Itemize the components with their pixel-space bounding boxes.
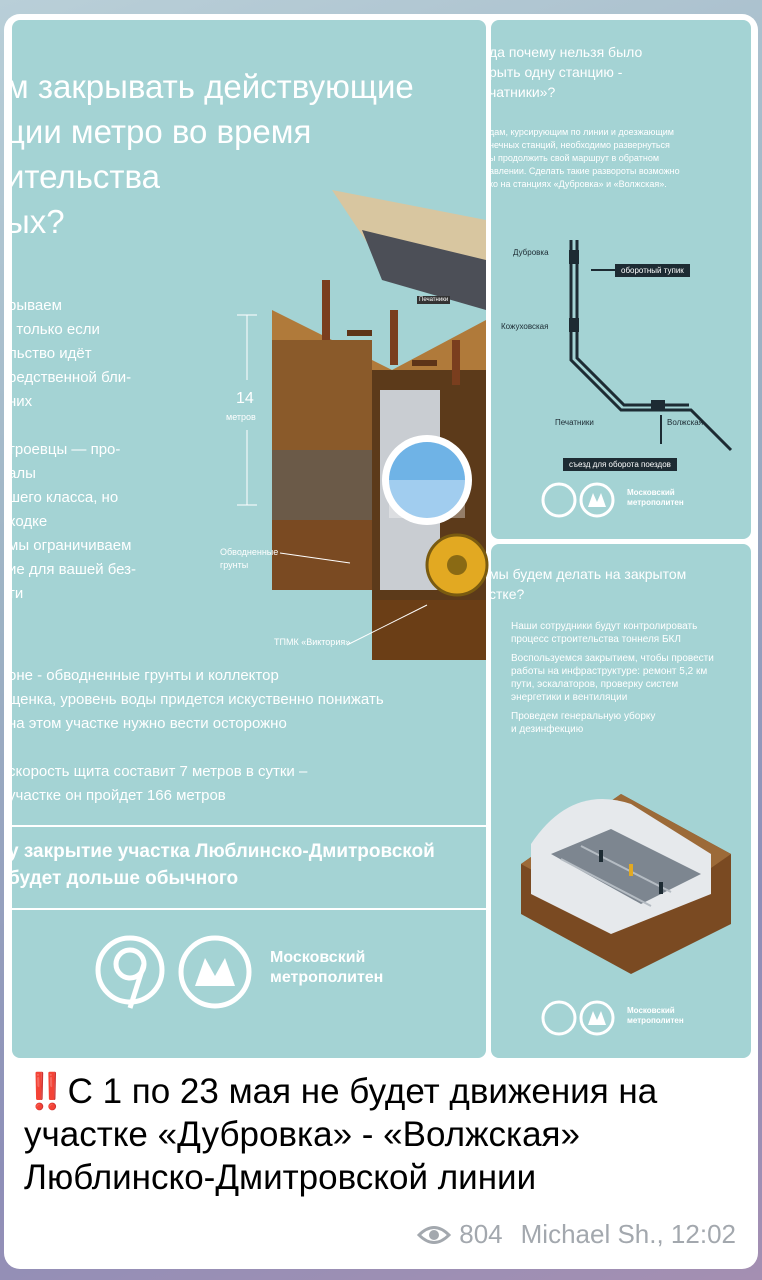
map-box-crossover: съезд для оборота поездов [563, 458, 677, 471]
top-right-logos [539, 478, 619, 522]
left-logo-text: Московский метрополитен [270, 949, 384, 986]
bottom-right-body: Наши сотрудники будут контролировать процесс строительства тоннеля БКЛ Воспользуемся закрытием, чтобы провести работы на инфраструктуре: ремонт 5,2 км пути, эскалаторов, проверку систем энергетики и вентиляции Проведем генеральную уборку и дезинфекцию [511, 621, 714, 735]
top-right-logo-text: Московский метрополитен [627, 488, 684, 507]
left-title: м закрывать действующие ции метро во время ительства ых? [6, 68, 414, 240]
divider-bottom [12, 908, 486, 910]
metro-m-logo-icon [181, 938, 249, 1006]
message-text [24, 1070, 744, 1199]
image-top-right[interactable] [491, 20, 751, 539]
view-count: 804 [459, 1219, 503, 1249]
station-sign: Печатники [419, 297, 449, 303]
author-time: Michael Sh., 12:02 [520, 1219, 736, 1249]
message-bubble [4, 14, 758, 1269]
metro-logos [90, 930, 260, 1020]
top-right-body: дам, курсирующим по линии и доезжающим нечных станций, необходимо развернуться ы продолжить свой маршрут в обратном авлении. Сделать такие развороты возможно ко на станциях «Дубровка» и «Волжская». [489, 127, 680, 189]
label-wet-soil-pointer [280, 548, 350, 568]
label-tbm: ТПМК «Виктория» [274, 637, 351, 647]
left-notes: оне - обводненные грунты и коллектор щенка, уровень воды придется искуственно понижать на этом участке нужно вести осторожно скорость щита составит 7 метров в сутки – участке он пройдет 166 метров [8, 667, 384, 804]
image-bottom-right[interactable] [491, 544, 751, 1058]
left-body: рываем , только если льство идёт редственной бли- них троевцы — про- алы шего класса, но ходке мы ограничиваем ие для вашей без- ти [8, 297, 137, 602]
map-station-kozhukhovskaya: Кожуховская [501, 322, 549, 331]
tunnel-cross-section-illustration [272, 180, 486, 660]
depth-number: 14 [236, 390, 254, 407]
double-exclamation-icon: ‼️ [24, 1072, 68, 1111]
map-station-volzhskaya: Волжская [667, 418, 704, 427]
message-text-body: С 1 по 23 мая не будет движения на участке «Дубровка» - «Волжская» Люблинско-Дмитровской линии [24, 1072, 658, 1197]
label-tbm-pointer [342, 600, 432, 650]
bottom-right-title: мы будем делать на закрытом стке? [489, 566, 687, 602]
map-box-dead-end: оборотный тупик [615, 264, 690, 277]
bottom-right-logo-text: Московский метрополитен [627, 1006, 684, 1025]
bottom-right-logos [539, 996, 619, 1040]
message-meta [417, 1219, 736, 1250]
label-wet-soil: Обводненные грунты [220, 547, 279, 570]
map-station-dubrovka: Дубровка [513, 248, 549, 257]
metro-9-logo-icon [98, 938, 162, 1008]
depth-unit: метров [226, 412, 256, 422]
image-left[interactable] [6, 20, 486, 1058]
eye-icon [417, 1224, 451, 1246]
top-right-title: да почему нельзя было рыть одну станцию - чатники»? [489, 44, 643, 100]
divider-top [12, 825, 486, 827]
left-closing: у закрытие участка Люблинско-Дмитровской будет дольше обычного [8, 841, 435, 889]
tunnel-repair-illustration [511, 784, 731, 974]
depth-marker [232, 310, 262, 510]
map-station-pechatniki: Печатники [555, 418, 594, 427]
